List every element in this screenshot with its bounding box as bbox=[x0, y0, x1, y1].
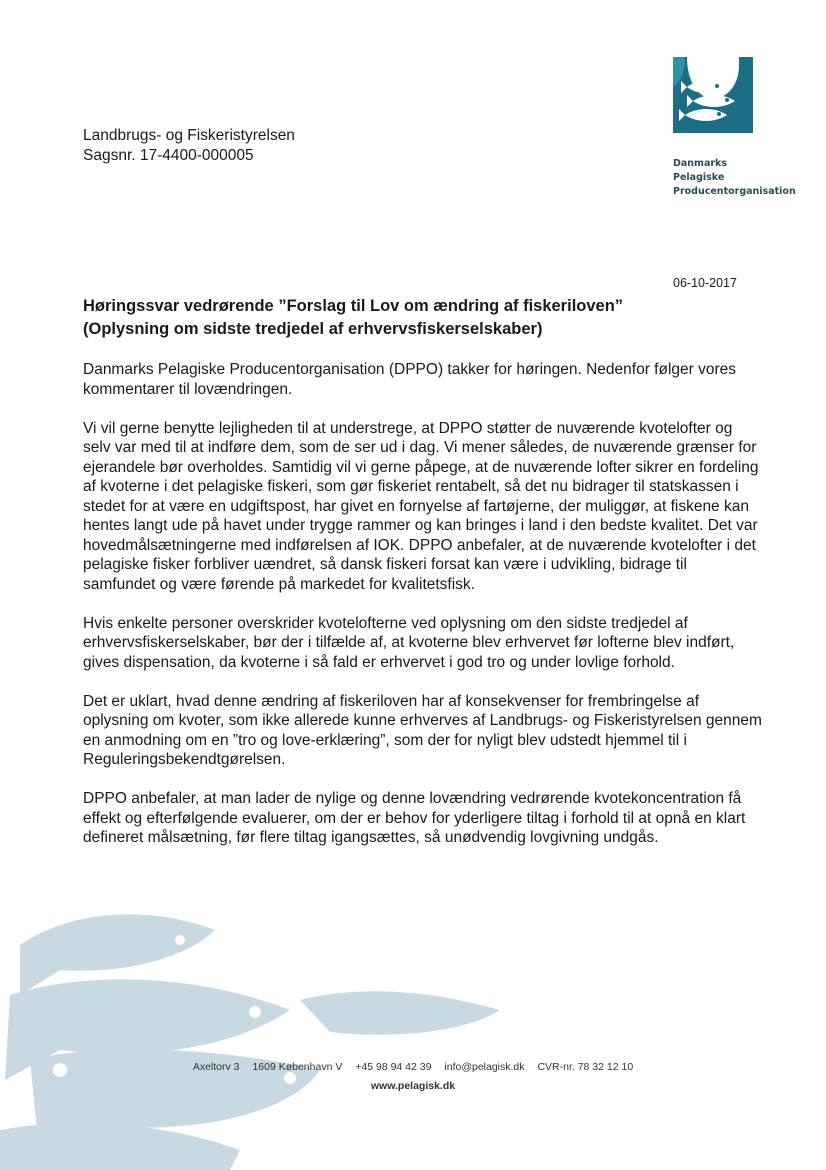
footer-city: 1609 København V bbox=[252, 1061, 343, 1073]
footer-website-link[interactable]: www.pelagisk.dk bbox=[370, 1080, 456, 1092]
recipient-name: Landbrugs- og Fiskeristyrelsen bbox=[83, 127, 295, 144]
letter-footer bbox=[0, 1061, 826, 1092]
footer-address: Axeltorv 3 bbox=[192, 1061, 240, 1073]
footer-email[interactable]: info@pelagisk.dk bbox=[444, 1061, 525, 1073]
logo-organisation-name bbox=[673, 157, 813, 199]
fish-watermark-icon bbox=[0, 900, 520, 1170]
footer-cvr: CVR-nr. 78 32 12 10 bbox=[537, 1061, 634, 1073]
letter-heading bbox=[83, 295, 763, 341]
letter-date: 06-10-2017 bbox=[673, 276, 737, 290]
paragraph-1: Danmarks Pelagiske Producentorganisation (DPPO) takker for høringen. Nedenfor følger vores kommentarer til lovændringen. bbox=[83, 361, 737, 398]
paragraph-5: DPPO anbefaler, at man lader de nylige og denne lovændring vedrørende kvotekoncentration få effekt og efterfølgende evaluerer, om der er behov for yderligere tiltag i forhold til at opnå en klart defineret målsætning, før flere tiltag igangsættes, så unødvendig lovgivning undgås. bbox=[83, 790, 746, 846]
logo-name-line-1: Danmarks bbox=[673, 158, 728, 169]
paragraph-3: Hvis enkelte personer overskrider kvotelofterne ved oplysning om den sidste tredjedel af erhvervsfiskerselskaber, bør der i tilfælde af, at kvoterne blev erhvervet før lofterne blev indført, gives dispensation, da kvoterne i så fald er erhvervet i god tro og under lovlige forhold. bbox=[83, 614, 735, 671]
heading-line-1: Høringssvar vedrørende ”Forslag til Lov om ændring af fiskeriloven” bbox=[83, 297, 624, 315]
footer-contact-line bbox=[0, 1061, 826, 1073]
logo-name-line-2: Pelagiske bbox=[673, 172, 725, 183]
logo-name-line-3: Producentorganisation bbox=[673, 186, 796, 197]
letter-body bbox=[83, 360, 763, 867]
dppo-logo-icon bbox=[673, 57, 753, 133]
paragraph-4: Det er uklart, hvad denne ændring af fiskeriloven har af konsekvenser for frembringelse af oplysning om kvoter, som ikke allerede kunne erhverves af Landbrugs- og Fiskeristyrelsen gennem en anmodning om en ”tro og love-erklæring”, som der for nyligt blev udstedt hjemmel til i Reguleringsbekendtgørelsen. bbox=[83, 692, 762, 768]
footer-phone: +45 98 94 42 39 bbox=[355, 1061, 432, 1073]
recipient-block bbox=[83, 126, 295, 166]
paragraph-2: Vi vil gerne benytte lejligheden til at understrege, at DPPO støtter de nuværende kvotelofter og selv var med til at indføre dem, som de ser ud i dag. Vi mener således, de nuværende grænser for ejerandele bør overholdes. Samtidig vil vi gerne påpege, at de nuværende lofter sikrer en fordeling af kvoterne i det pelagiske fiskeri, som gør fiskeriet rentabelt, så det nu bidrager til statskassen i stedet for at være en udgiftspost, har givet en fornyelse af fartøjerne, der muliggør, at fiskene kan hentes langt ude på havet under trygge rammer og kan bringes i land i den bedste kvalitet. Det var hovedmålsætningerne med indførelsen af IOK. DPPO anbefaler, at de nuværende kvotelofter i det pelagiske fisker forbliver uændret, så dansk fiskeri forsat kan være i udvikling, bidrage til samfundet og være førende på markedet for kvalitetsfisk. bbox=[83, 419, 759, 593]
heading-line-2: (Oplysning om sidste tredjedel af erhvervsfiskerselskaber) bbox=[83, 320, 543, 338]
case-number: Sagsnr. 17-4400-000005 bbox=[83, 147, 254, 164]
